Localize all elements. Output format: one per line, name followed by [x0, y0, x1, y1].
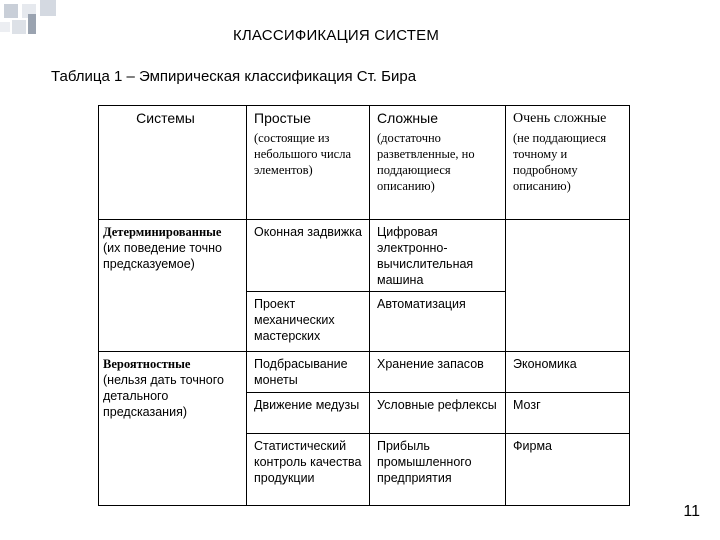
- cell-prob-complex-1: Хранение запасов: [370, 352, 506, 393]
- header-very-complex: [506, 106, 630, 220]
- table-caption: Таблица 1 – Эмпирическая классификация Ст. Бира: [51, 68, 417, 85]
- cell-prob-simple-3: Статистический контроль качества продукции: [247, 434, 370, 506]
- cell-prob-very-2: Мозг: [506, 393, 630, 434]
- row-deterministic: [99, 220, 247, 352]
- header-systems: [99, 106, 247, 220]
- cell-prob-complex-3: Прибыль промышленного предприятия: [370, 434, 506, 506]
- cell-det-simple-2: Проект механических мастерских: [247, 292, 370, 352]
- page-title: КЛАССИФИКАЦИЯ СИСТЕМ: [232, 27, 440, 44]
- header-complex-label: Сложные: [377, 110, 439, 126]
- cell-prob-simple-2: Движение медузы: [247, 393, 370, 434]
- header-complex-note: (достаточно разветвленные, но поддающиеся описанию): [377, 131, 475, 193]
- cell-det-very-empty: [506, 220, 630, 352]
- header-very-complex-note: (не поддающиеся точному и подробному описанию): [513, 131, 607, 193]
- cell-prob-very-3: Фирма: [506, 434, 630, 506]
- header-simple: [247, 106, 370, 220]
- header-complex: [370, 106, 506, 220]
- header-simple-label: Простые: [254, 110, 311, 126]
- deterministic-label: Детерминированные: [103, 225, 222, 239]
- cell-prob-simple-1: Подбрасывание монеты: [247, 352, 370, 393]
- cell-prob-very-1: Экономика: [506, 352, 630, 393]
- deco-square: [4, 4, 18, 18]
- page-number: 11: [683, 503, 700, 520]
- header-simple-note: (состоящие из небольшого числа элементов): [254, 131, 351, 177]
- cell-det-complex-2: Автоматизация: [370, 292, 506, 352]
- classification-table: [98, 105, 630, 506]
- cell-det-simple-1: Оконная задвижка: [247, 220, 370, 292]
- header-very-complex-label: Очень сложные: [513, 111, 607, 126]
- probabilistic-note: (нельзя дать точного детального предсказания): [103, 373, 224, 419]
- deco-square: [40, 0, 56, 16]
- cell-det-complex-1: Цифровая электронно-вычислительная машина: [370, 220, 506, 292]
- row-probabilistic: [99, 352, 247, 506]
- header-systems-label: Системы: [136, 110, 195, 126]
- cell-prob-complex-2: Условные рефлексы: [370, 393, 506, 434]
- probabilistic-label: Вероятностные: [103, 357, 191, 371]
- deterministic-note: (их поведение точно предсказуемое): [103, 241, 222, 271]
